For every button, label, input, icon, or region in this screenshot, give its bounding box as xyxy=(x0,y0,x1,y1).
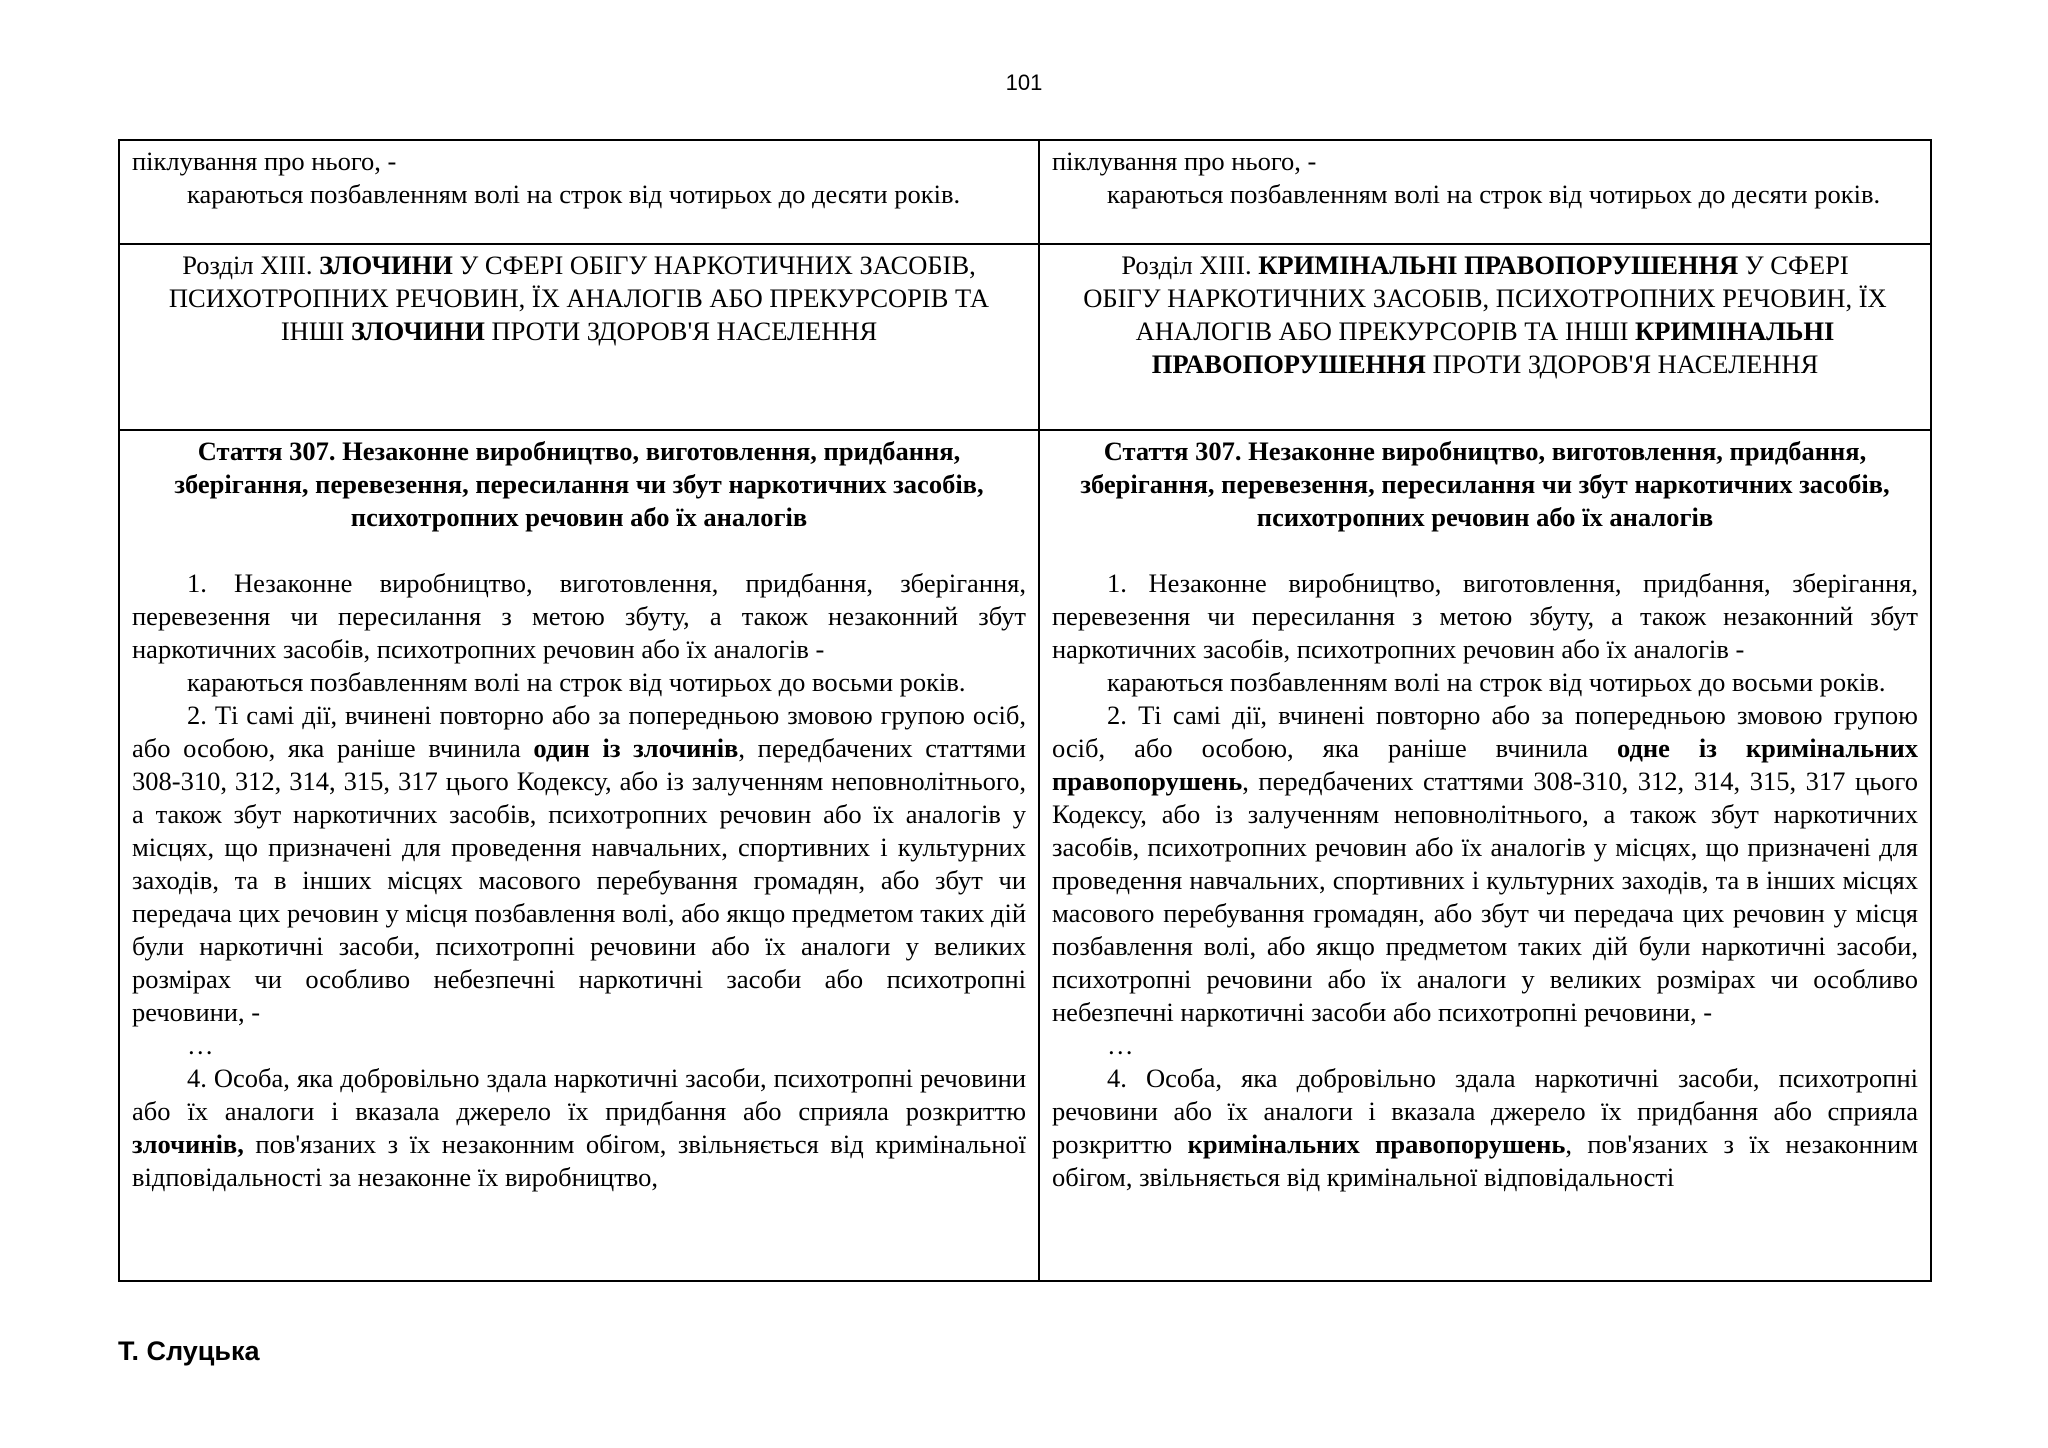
left-section-part-c: У СФЕРІ ОБІГУ НАРКОТИЧНИХ ЗАСОБІВ, ПСИХОТРОПНИХ РЕЧОВИН, ЇХ АНАЛОГІВ АБО ПРЕКУРСОРІВ ТА ІНШІ xyxy=(168,250,990,346)
left-p4-part-a: 4. Особа, яка добровільно здала наркотичні засоби, психотропні речовини або їх аналоги і вказала джерело їх придбання або сприяла розкриттю xyxy=(132,1063,1026,1126)
right-section-part-d: КРИМІНАЛЬНІ ПРАВОПОРУШЕННЯ xyxy=(1151,316,1835,379)
right-article-body xyxy=(1052,435,1918,1276)
right-section-part-a: Розділ XIII. xyxy=(1121,250,1259,280)
left-article-cell xyxy=(119,430,1039,1281)
right-article-cell xyxy=(1039,430,1931,1281)
right-section-cell xyxy=(1039,244,1931,430)
left-p2-part-a: 2. Ті самі дії, вчинені повторно або за попередньою змовою групою осіб, або особою, яка раніше вчинила xyxy=(132,700,1026,763)
left-paragraph-2 xyxy=(132,699,1026,1029)
spacer xyxy=(1052,534,1918,567)
left-ellipsis: … xyxy=(187,1030,214,1060)
table-row xyxy=(119,430,1931,1281)
left-section-heading xyxy=(132,249,1026,348)
left-section-cell xyxy=(119,244,1039,430)
left-paragraph-1: 1. Незаконне виробництво, виготовлення, придбання, зберігання, перевезення чи пересилання з метою збуту, а також незаконний збут наркотичних засобів, психотропних речовин або їх аналогів - xyxy=(132,568,1026,664)
left-section-part-a: Розділ XIII. xyxy=(182,250,320,280)
author-signature: Т. Слуцька xyxy=(118,1336,260,1366)
left-p2-part-c: , передбачених статтями 308-310, 312, 314, 315, 317 цього Кодексу, або із залученням неповнолітнього, а також збут наркотичних засобів, психотропних речовин або їх аналогів у місцях, що призначені для проведення навчальних, спортивних і культурних заходів, та в інших місцях масового перебування громадян, або збут чи передача цих речовин у місця позбавлення волі, або якщо предметом таких дій були наркотичні засоби, психотропні речовини або їх аналоги у великих розмірах чи особливо небезпечні наркотичні засоби або психотропні речовини, - xyxy=(132,733,1026,1027)
spacer xyxy=(132,534,1026,567)
left-p4-part-c: пов'язаних з їх незаконним обігом, звільняється від кримінальної відповідальності за незаконне їх виробництво, xyxy=(132,1129,1026,1192)
right-p4-part-b: кримінальних правопорушень xyxy=(1187,1129,1566,1159)
left-section-part-b: ЗЛОЧИНИ xyxy=(319,250,453,280)
right-section-part-c: У СФЕРІ ОБІГУ НАРКОТИЧНИХ ЗАСОБІВ, ПСИХОТРОПНИХ РЕЧОВИН, ЇХ АНАЛОГІВ АБО ПРЕКУРСОРІВ ТА ІНШІ xyxy=(1083,250,1887,346)
left-intro-line: піклування про нього, - xyxy=(132,146,397,176)
right-paragraph-4 xyxy=(1052,1062,1918,1194)
right-p2-part-a: 2. Ті самі дії, вчинені повторно або за попередньою змовою групою осіб, або особою, яка раніше вчинила xyxy=(1052,700,1918,763)
table-row xyxy=(119,244,1931,430)
right-p2-part-b: одне із кримінальних правопорушень xyxy=(1052,733,1918,796)
right-section-part-e: ПРОТИ ЗДОРОВ'Я НАСЕЛЕННЯ xyxy=(1425,349,1819,379)
table-row xyxy=(119,140,1931,244)
right-p4-part-c: , пов'язаних з їх незаконним обігом, звільняється від кримінальної відповідальності xyxy=(1052,1129,1918,1192)
comparison-table xyxy=(118,139,1932,1282)
right-intro-penalty: караються позбавленням волі на строк від чотирьох до десяти років. xyxy=(1107,179,1881,209)
page-number: 101 xyxy=(1005,70,1043,95)
left-intro-penalty: караються позбавленням волі на строк від чотирьох до десяти років. xyxy=(187,179,961,209)
right-paragraph-1: 1. Незаконне виробництво, виготовлення, придбання, зберігання, перевезення чи пересилання з метою збуту, а також незаконний збут наркотичних засобів, психотропних речовин або їх аналогів - xyxy=(1052,568,1918,664)
right-section-part-b: КРИМІНАЛЬНІ ПРАВОПОРУШЕННЯ xyxy=(1258,250,1739,280)
right-paragraph-2 xyxy=(1052,699,1918,1029)
left-paragraph-1-penalty: караються позбавленням волі на строк від чотирьох до восьми років. xyxy=(187,667,966,697)
left-section-part-d: ЗЛОЧИНИ xyxy=(351,316,485,346)
right-intro-line: піклування про нього, - xyxy=(1052,146,1317,176)
right-article-title: Стаття 307. Незаконне виробництво, виготовлення, придбання, зберігання, перевезення, пересилання чи збут наркотичних засобів, психотропних речовин або їх аналогів xyxy=(1080,436,1890,532)
right-paragraph-1-penalty: караються позбавленням волі на строк від чотирьох до восьми років. xyxy=(1107,667,1886,697)
right-ellipsis: … xyxy=(1107,1030,1134,1060)
left-section-part-e: ПРОТИ ЗДОРОВ'Я НАСЕЛЕННЯ xyxy=(484,316,878,346)
right-cell-intro xyxy=(1039,140,1931,244)
left-article-body xyxy=(132,435,1026,1276)
left-article-title: Стаття 307. Незаконне виробництво, виготовлення, придбання, зберігання, перевезення, пересилання чи збут наркотичних засобів, психотропних речовин або їх аналогів xyxy=(174,436,984,532)
right-p4-part-a: 4. Особа, яка добровільно здала наркотичні засоби, психотропні речовини або їх аналоги і вказала джерело їх придбання або сприяла розкриттю xyxy=(1052,1063,1918,1159)
right-p2-part-c: , передбачених статтями 308-310, 312, 314, 315, 317 цього Кодексу, або із залученням неповнолітнього, а також збут наркотичних засобів, психотропних речовин або їх аналогів у місцях, що призначені для проведення навчальних, спортивних і культурних заходів, та в інших місцях масового перебування громадян, або збут чи передача цих речовин у місця позбавлення волі, або якщо предметом таких дій були наркотичні засоби, психотропні речовини або їх аналоги у великих розмірах чи особливо небезпечні наркотичні засоби або психотропні речовини, - xyxy=(1052,766,1918,1027)
right-section-heading xyxy=(1052,249,1918,381)
left-paragraph-4 xyxy=(132,1062,1026,1194)
left-p4-part-b: злочинів, xyxy=(132,1129,244,1159)
left-cell-intro xyxy=(119,140,1039,244)
left-p2-part-b: один із злочинів xyxy=(533,733,739,763)
